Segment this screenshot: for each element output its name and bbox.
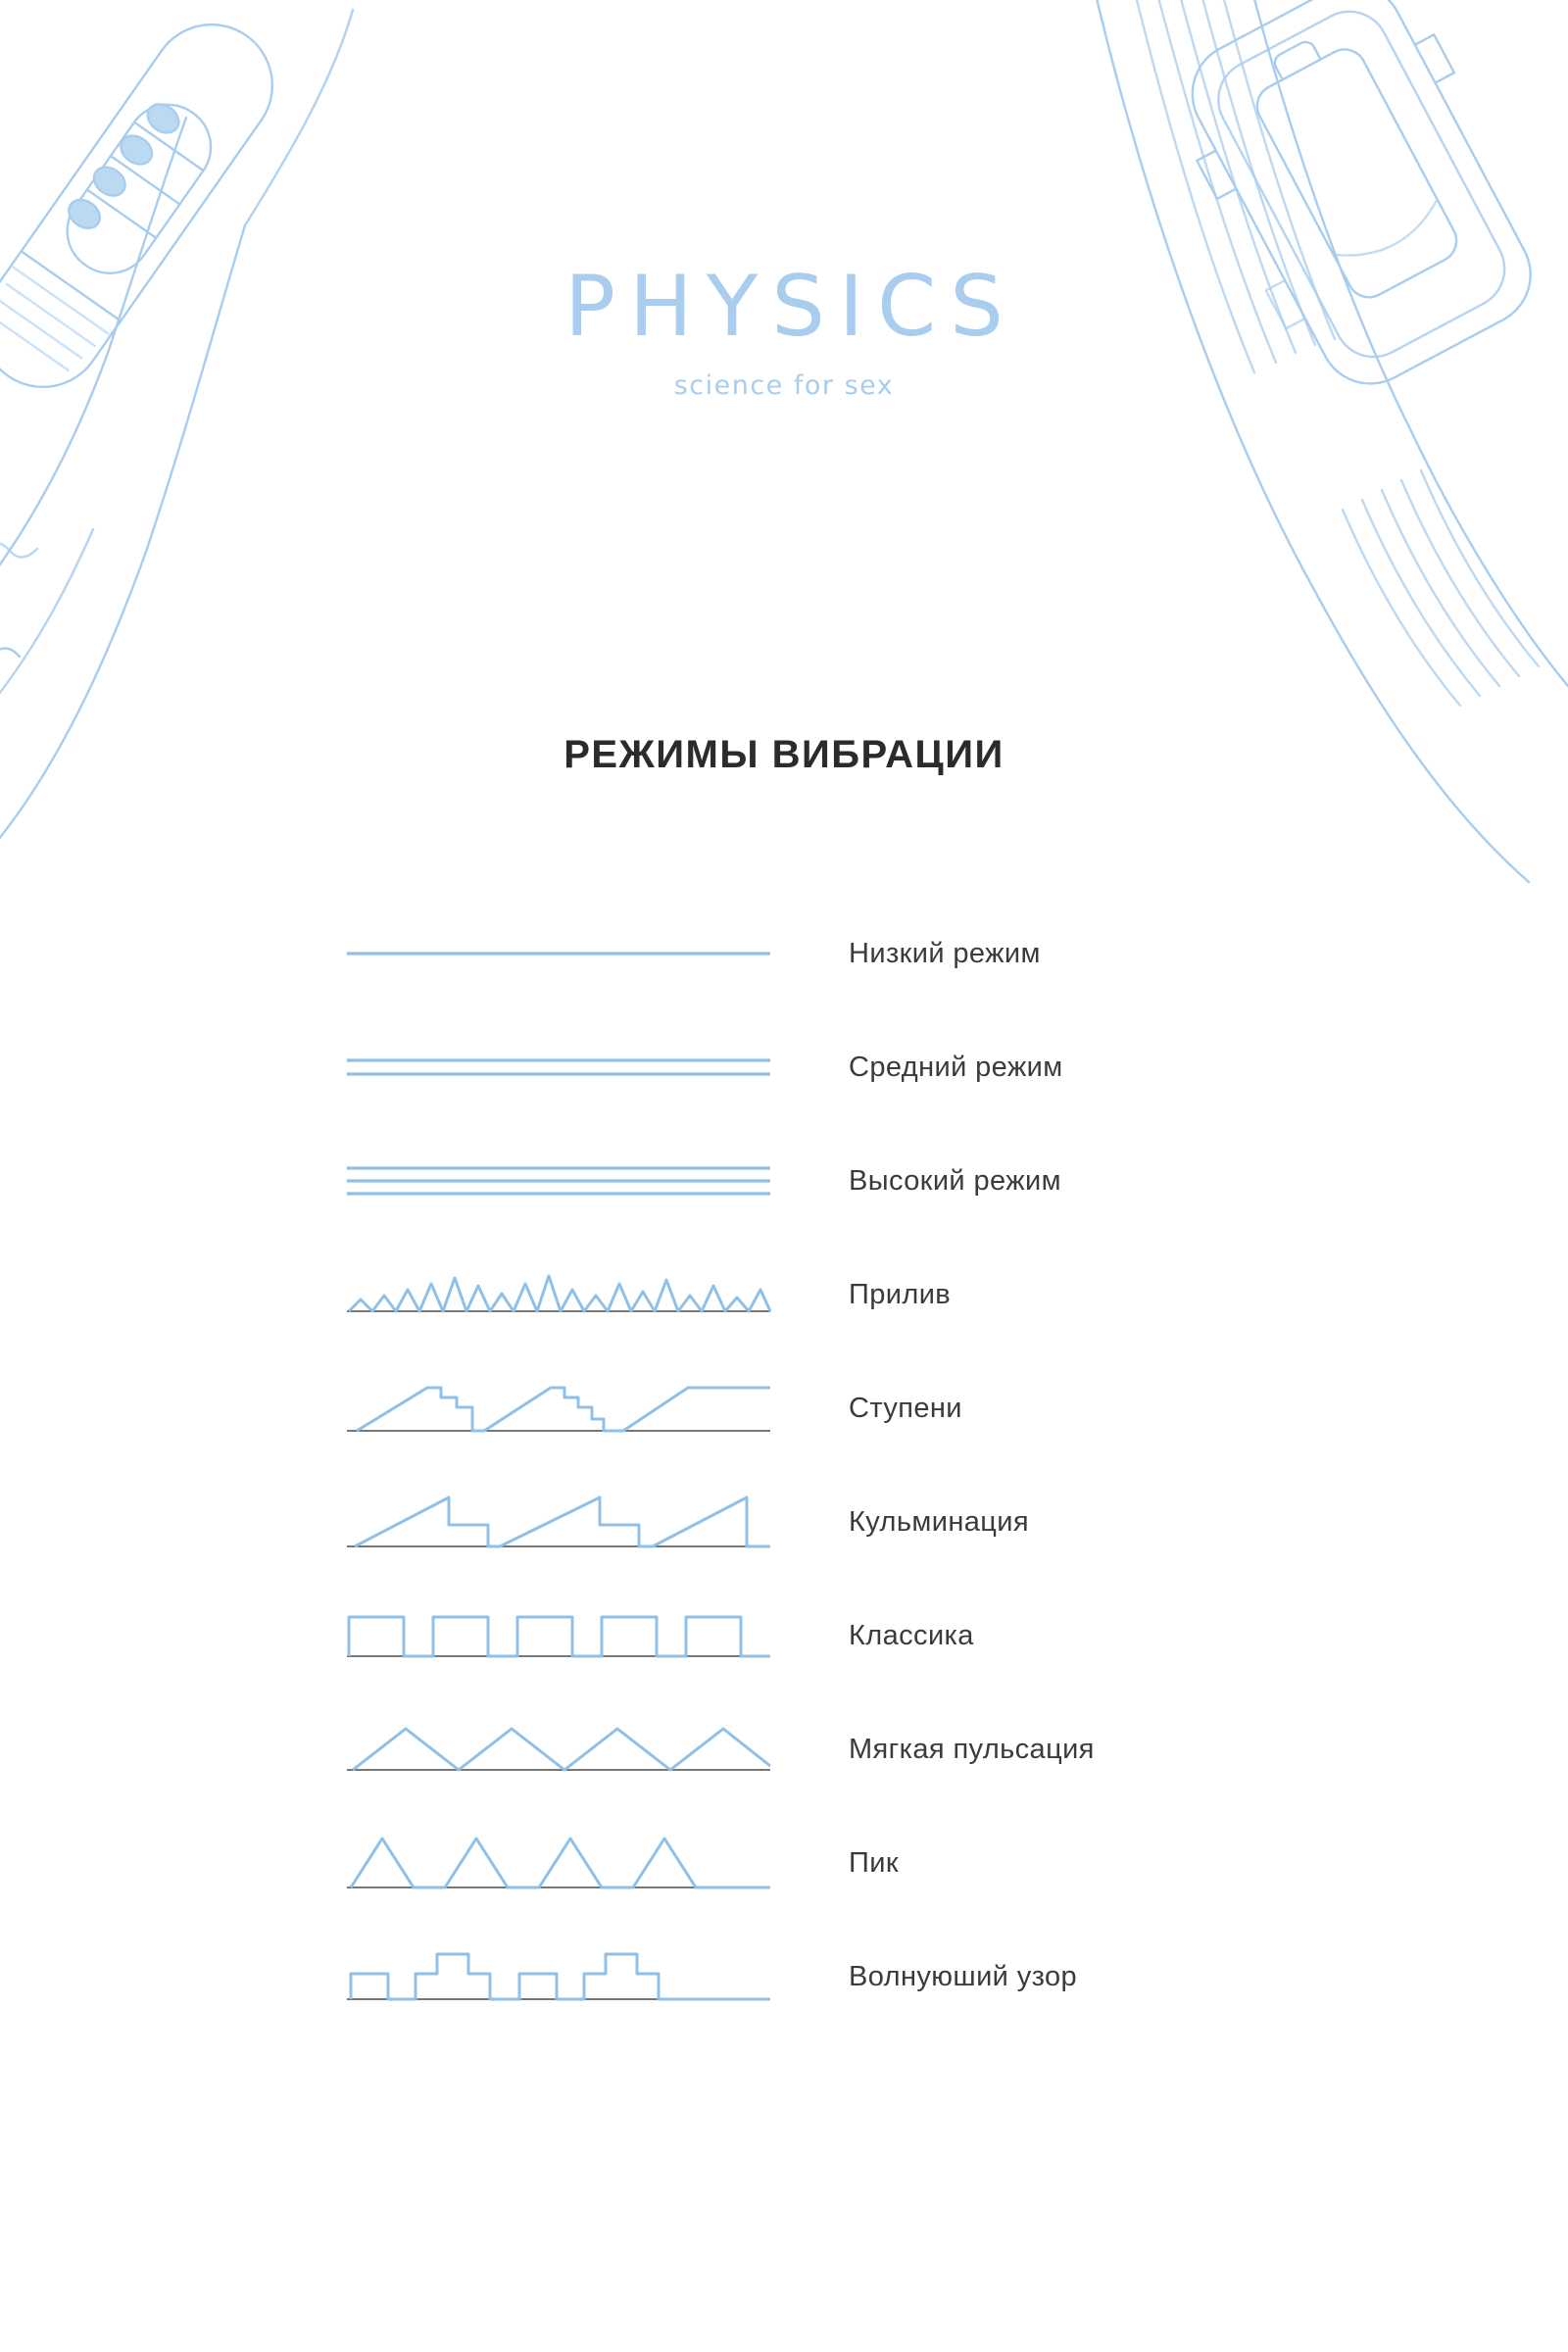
waveform-soft-triangle bbox=[343, 1705, 774, 1793]
mode-label: Волнуюший узор bbox=[849, 1960, 1078, 1992]
vibration-modes-list bbox=[343, 897, 1225, 2034]
page-title: РЕЖИМЫ ВИБРАЦИИ bbox=[564, 733, 1004, 776]
brand-block bbox=[0, 258, 1568, 401]
brand-name: PHYSICS bbox=[564, 258, 1017, 356]
waveform-sawtooth bbox=[343, 1478, 774, 1566]
mode-label: Высокий режим bbox=[849, 1164, 1061, 1197]
list-item bbox=[343, 1579, 1225, 1692]
mode-label: Прилив bbox=[849, 1278, 952, 1310]
list-item bbox=[343, 1920, 1225, 2034]
waveform-staircase bbox=[343, 1364, 774, 1452]
waveform-stepped-pattern bbox=[343, 1933, 774, 2021]
waveform-triple-line bbox=[343, 1137, 774, 1225]
mode-label: Пик bbox=[849, 1846, 899, 1879]
list-item bbox=[343, 1124, 1225, 1238]
brand-tagline: science for sex bbox=[673, 370, 895, 401]
mode-label: Кульминация bbox=[849, 1505, 1029, 1538]
mode-label: Низкий режим bbox=[849, 937, 1041, 969]
waveform-small-zigzag bbox=[343, 1250, 774, 1339]
mode-label: Классика bbox=[849, 1619, 974, 1651]
mode-label: Средний режим bbox=[849, 1051, 1063, 1083]
list-item bbox=[343, 1465, 1225, 1579]
waveform-sharp-triangle bbox=[343, 1819, 774, 1907]
mode-label: Ступени bbox=[849, 1392, 962, 1424]
mode-label: Мягкая пульсация bbox=[849, 1733, 1095, 1765]
list-item bbox=[343, 1692, 1225, 1806]
list-item bbox=[343, 1238, 1225, 1351]
list-item bbox=[343, 1806, 1225, 1920]
list-item bbox=[343, 897, 1225, 1010]
waveform-single-line bbox=[343, 909, 774, 998]
list-item bbox=[343, 1351, 1225, 1465]
waveform-double-line bbox=[343, 1023, 774, 1111]
waveform-square-pulse bbox=[343, 1592, 774, 1680]
list-item bbox=[343, 1010, 1225, 1124]
